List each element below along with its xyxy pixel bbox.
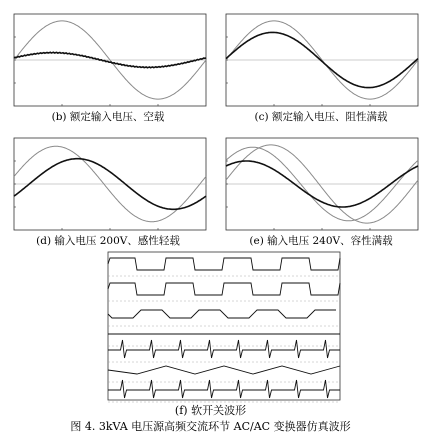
panel-f-trace-5: [108, 340, 340, 358]
panel-f-caption: (f) 软开关波形: [174, 404, 247, 417]
panel-d-caption: (d) 输入电压 200V、感性轻载: [36, 235, 180, 247]
panel-e-caption: (e) 输入电压 240V、容性满载: [249, 235, 393, 247]
panel-b-caption: (b) 额定输入电压、空载: [51, 111, 165, 123]
panel-f-trace-6: [108, 366, 340, 374]
panel-f-trace-3: [108, 310, 336, 318]
panel-f-trace-2: [108, 283, 340, 295]
panel-c-caption: (c) 额定输入电压、阻性满载: [254, 111, 388, 123]
panel-f-trace-7: [108, 380, 340, 398]
panel-f-trace-1: [108, 258, 340, 270]
figure-caption: 图 4. 3kVA 电压源高频交流环节 AC/AC 变换器仿真波形: [70, 420, 351, 433]
